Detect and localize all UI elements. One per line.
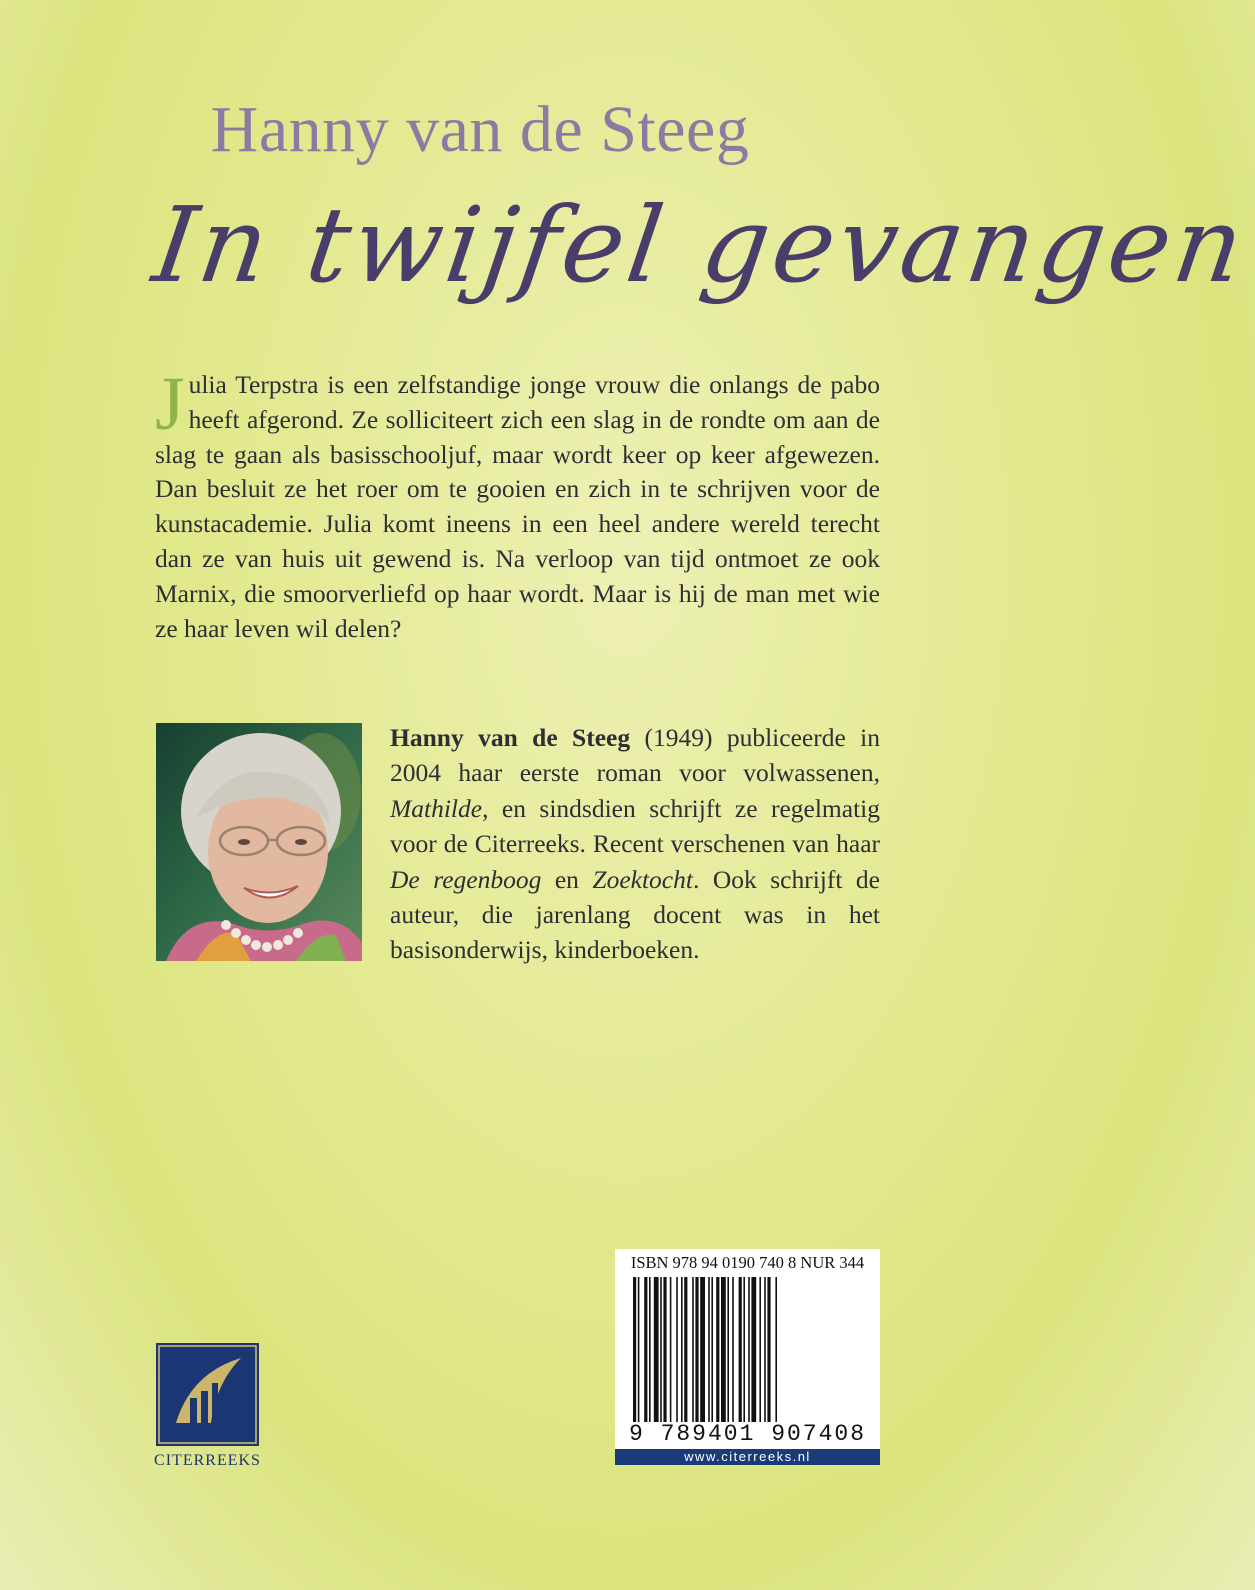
dropcap-letter: J [155, 362, 185, 446]
publisher-name: CITERREEKS [154, 1452, 261, 1469]
bio-book-1: Mathilde [390, 793, 483, 823]
bio-text-1: (1949) publiceerde in 2004 haar eerste roman voor volwassenen, [390, 723, 880, 788]
blurb-text: ulia Terpstra is een zelfstandige jonge vrouw die onlangs de pabo heeft afgerond. Ze solliciteert zich een slag in de rondte om aan de slag te gaan als basisschooljuf, maar wordt keer op keer afgewezen. Dan besluit ze het roer om te gooien en zich in te schrijven voor de kunstacademie. Julia komt ineens in een heel andere wereld terecht dan ze van huis uit gewend is. Na verloop van tijd ontmoet ze ook Marnix, die smoorverliefd op haar wordt. Maar is hij de man met wie ze haar leven wil delen? [155, 370, 880, 643]
isbn-text: ISBN 978 94 0190 740 8 NUR 344 [630, 1253, 865, 1272]
bio-text-3: en [541, 864, 593, 894]
publisher-logo-icon [156, 1343, 259, 1446]
bio-author-name: Hanny van de Steeg [390, 723, 631, 752]
author-name: Hanny van de Steeg [210, 93, 750, 166]
bio-text-4: . Ook schrijft de auteur, die jarenlang docent was in het basisonderwijs, kinderboeken. [390, 864, 880, 965]
bio-book-2: De regenboog [390, 864, 542, 894]
barcode [615, 1249, 880, 1464]
blurb-paragraph [155, 362, 880, 646]
bio-text-2: , en sindsdien schrijft ze regelmatig voor de Citerreeks. Recent verschenen van haar [390, 793, 880, 859]
author-portrait-image [156, 723, 362, 961]
author-bio [390, 720, 880, 968]
author-photo [156, 723, 362, 961]
publisher-url: www.citerreeks.nl [615, 1449, 880, 1465]
barcode-digits: 9 789401 907408 [628, 1421, 867, 1447]
bio-book-3: Zoektocht [592, 864, 693, 894]
barcode-bars [633, 1277, 863, 1427]
book-title: In twijfel gevangen [146, 184, 1255, 306]
